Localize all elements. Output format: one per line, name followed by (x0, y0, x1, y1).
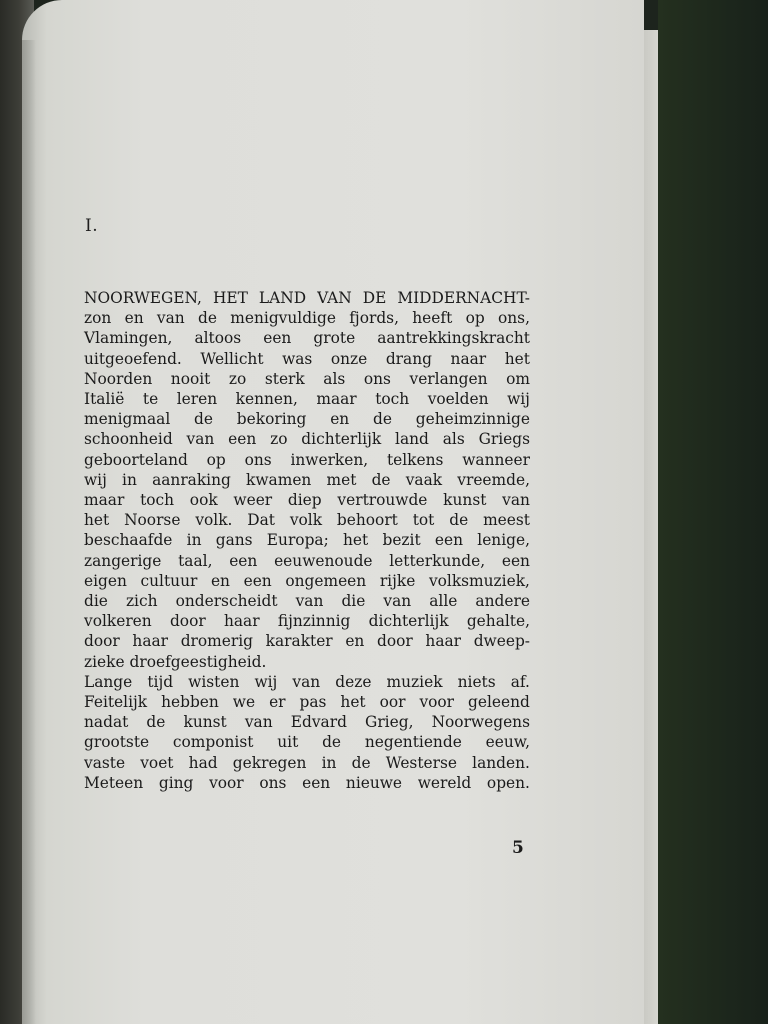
text-line: maar toch ook weer diep vertrouwde kunst van (84, 491, 530, 510)
text-line: zieke droefgeestigheid. (84, 652, 267, 671)
text-line: vaste voet had gekregen in de Westerse landen. (84, 753, 530, 772)
text-line: uitgeoefend. Wellicht was onze drang naar het (84, 349, 530, 368)
background-surface (658, 0, 768, 1024)
page-number: 5 (512, 838, 524, 858)
text-line: Feitelijk hebben we er pas het oor voor geleend (84, 693, 530, 712)
text-line: Lange tijd wisten wij van deze muziek niets af. (84, 672, 530, 691)
text-line: menigmaal de bekoring en de geheimzinnige (84, 410, 530, 429)
text-line: schoonheid van een zo dichterlijk land als Griegs (84, 430, 530, 449)
text-line: door haar dromerig karakter en door haar dweep- (84, 632, 530, 651)
text-line: eigen cultuur en een ongemeen rijke volksmuziek, (84, 571, 530, 590)
text-line: Italië te leren kennen, maar toch voelden wij (84, 390, 530, 409)
chapter-number: I. (85, 216, 99, 236)
text-line: NOORWEGEN, HET LAND VAN DE MIDDERNACHT- (84, 289, 530, 307)
text-line: Vlamingen, altoos een grote aantrekkingskracht (84, 329, 530, 348)
text-line: Noorden nooit zo sterk als ons verlangen om (84, 369, 530, 388)
text-line: het Noorse volk. Dat volk behoort tot de meest (84, 511, 530, 530)
text-line: wij in aanraking kwamen met de vaak vreemde, (84, 470, 530, 489)
text-line: zon en van de menigvuldige fjords, heeft op ons, (84, 309, 530, 328)
text-line: die zich onderscheidt van die van alle andere (84, 592, 530, 611)
text-line: volkeren door haar fijnzinnig dichterlijk gehalte, (84, 612, 530, 631)
text-line: grootste componist uit de negentiende eeuw, (84, 733, 530, 752)
text-line: geboorteland op ons inwerken, telkens wanneer (84, 450, 530, 469)
text-line: nadat de kunst van Edvard Grieg, Noorwegens (84, 713, 530, 732)
body-text (84, 288, 530, 793)
text-line: Meteen ging voor ons een nieuwe wereld open. (84, 773, 530, 792)
text-line: beschaafde in gans Europa; het bezit een lenige, (84, 531, 530, 550)
text-line: zangerige taal, een eeuwenoude letterkunde, een (84, 551, 530, 570)
